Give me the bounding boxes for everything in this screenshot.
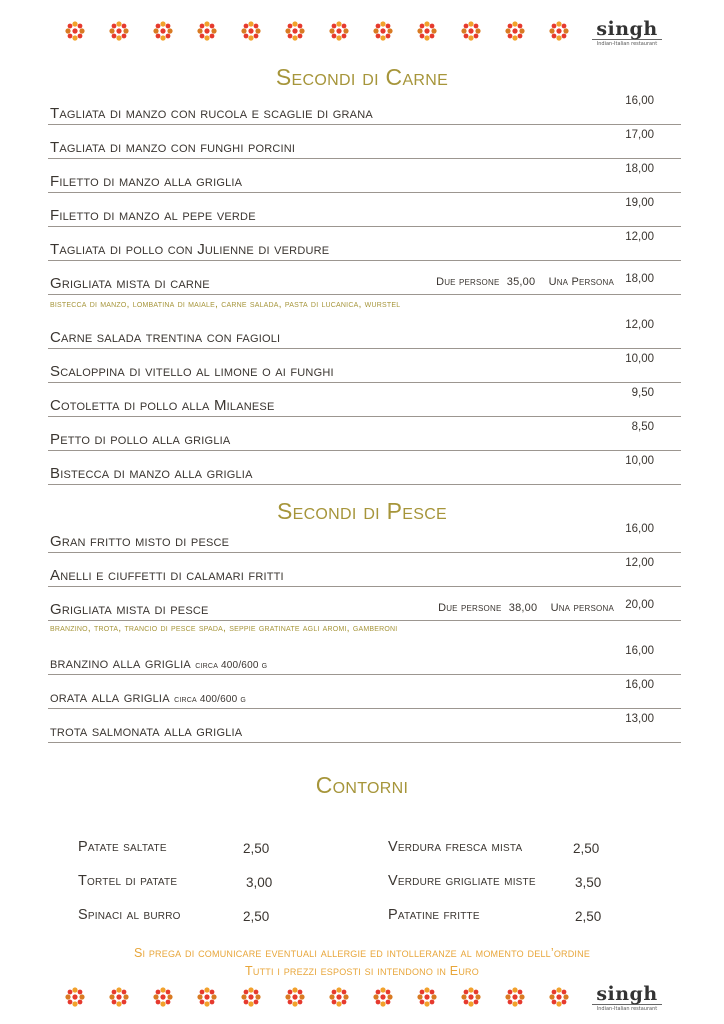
flower-icon xyxy=(548,20,570,42)
item-name xyxy=(50,655,267,672)
item-portion-options xyxy=(438,602,614,614)
menu-item xyxy=(48,226,681,261)
portion-label: Due persone xyxy=(438,602,502,614)
item-name: Filetto di manzo alla griglia xyxy=(50,173,243,190)
side-dish-price: 3,00 xyxy=(246,875,273,890)
section-title-pesce: Secondi di Pesce xyxy=(276,498,448,524)
logo-tagline: Indian-Italian restaurant xyxy=(592,39,662,47)
item-price: 16,00 xyxy=(625,523,654,535)
item-portion-options xyxy=(436,276,614,288)
item-name: Cotoletta di pollo alla Milanese xyxy=(50,397,275,414)
item-price: 16,00 xyxy=(625,95,654,107)
flower-icon xyxy=(240,20,262,42)
flower-icon xyxy=(372,986,394,1008)
side-dish-name: Tortel di patate xyxy=(78,873,178,889)
item-price: 13,00 xyxy=(625,713,654,725)
item-name: Scaloppina di vitello al limone o ai funghi xyxy=(50,363,334,380)
side-dish-name: Verdure grigliate miste xyxy=(388,873,536,889)
menu-item xyxy=(48,124,681,159)
allergy-note: Si prega di comunicare eventuali allergie ed intolleranze al momento dell’ordine xyxy=(133,946,591,960)
flower-icon xyxy=(504,20,526,42)
menu-item xyxy=(48,260,681,310)
menu-item xyxy=(48,348,681,383)
portion-price: 38,00 xyxy=(508,602,538,614)
menu-item xyxy=(48,416,681,451)
flower-icon xyxy=(284,986,306,1008)
flower-icon xyxy=(416,20,438,42)
menu-item xyxy=(48,640,681,675)
side-dish-name: Spinaci al burro xyxy=(78,907,181,923)
item-weight: circa 400/600 g xyxy=(195,660,268,671)
portion-label: Una Persona xyxy=(548,276,614,288)
item-name: Petto di pollo alla griglia xyxy=(50,431,231,448)
portion-price: 35,00 xyxy=(506,276,536,288)
logo-wordmark: singh xyxy=(596,18,658,40)
item-description: branzino, trota, trancio di pesce spada, seppie gratinate agli aromi, gamberoni xyxy=(50,622,398,634)
item-name: Anelli e ciuffetti di calamari fritti xyxy=(50,567,284,584)
item-name: Bistecca di manzo alla griglia xyxy=(50,465,253,482)
menu-item xyxy=(48,518,681,553)
logo-tagline: Indian-Italian restaurant xyxy=(592,1004,662,1012)
item-price: 10,00 xyxy=(625,353,654,365)
euro-note: Tutti i prezzi esposti si intendono in Euro xyxy=(245,964,479,978)
item-price: 12,00 xyxy=(625,231,654,243)
menu-item xyxy=(48,382,681,417)
item-title: branzino alla griglia xyxy=(50,655,191,672)
menu-item xyxy=(48,586,681,634)
flower-icon xyxy=(284,20,306,42)
side-dish-price: 3,50 xyxy=(575,875,602,890)
flower-icon xyxy=(152,20,174,42)
flower-icon xyxy=(328,20,350,42)
menu-item xyxy=(48,90,681,125)
item-name: Tagliata di manzo con funghi porcini xyxy=(50,139,296,156)
menu-item xyxy=(48,192,681,227)
side-dish-name: Verdura fresca mista xyxy=(388,839,523,855)
menu-item xyxy=(48,708,681,743)
flower-icon xyxy=(196,20,218,42)
item-name xyxy=(50,689,246,706)
menu-item xyxy=(48,674,681,709)
side-dish-price: 2,50 xyxy=(243,909,270,924)
item-name: Tagliata di pollo con Julienne di verdure xyxy=(50,241,330,258)
flower-icon xyxy=(504,986,526,1008)
item-weight: circa 400/600 g xyxy=(174,694,247,705)
side-dish-price: 2,50 xyxy=(243,841,270,856)
section-title-carne: Secondi di Carne xyxy=(275,64,449,90)
flower-icon xyxy=(108,20,130,42)
flower-icon xyxy=(240,986,262,1008)
flower-icon xyxy=(64,986,86,1008)
flower-icon xyxy=(460,20,482,42)
flower-icon xyxy=(460,986,482,1008)
item-price: 18,00 xyxy=(625,163,654,175)
item-name: Tagliata di manzo con rucola e scaglie di grana xyxy=(50,105,373,122)
side-dish-price: 2,50 xyxy=(575,909,602,924)
menu-item xyxy=(48,450,681,485)
item-price: 9,50 xyxy=(631,387,654,399)
item-price: 19,00 xyxy=(625,197,654,209)
menu-item xyxy=(48,314,681,349)
flower-icon xyxy=(152,986,174,1008)
menu-item xyxy=(48,552,681,587)
item-price: 16,00 xyxy=(625,679,654,691)
item-price: 12,00 xyxy=(625,319,654,331)
flower-icon xyxy=(372,20,394,42)
side-dish-price: 2,50 xyxy=(573,841,600,856)
item-name: trota salmonata alla griglia xyxy=(50,723,243,740)
side-dish-name: Patate saltate xyxy=(78,839,167,855)
logo-wordmark: singh xyxy=(596,983,658,1005)
item-price: 18,00 xyxy=(625,273,654,285)
portion-label: Due persone xyxy=(436,276,500,288)
item-description: bistecca di manzo, lombatina di maiale, carne salada, pasta di lucanica, wurstel xyxy=(50,298,401,310)
flower-icon xyxy=(328,986,350,1008)
flower-icon xyxy=(64,20,86,42)
section-title-contorni: Contorni xyxy=(315,772,409,798)
item-name: Carne salada trentina con fagioli xyxy=(50,329,281,346)
flower-icon xyxy=(108,986,130,1008)
flower-icon xyxy=(548,986,570,1008)
item-price: 16,00 xyxy=(625,645,654,657)
item-name: Grigliata mista di pesce xyxy=(50,601,209,618)
item-name: Gran fritto misto di pesce xyxy=(50,533,230,550)
portion-label: Una persona xyxy=(550,602,614,614)
menu-item xyxy=(48,158,681,193)
flower-icon xyxy=(416,986,438,1008)
item-price: 12,00 xyxy=(625,557,654,569)
brand-logo xyxy=(592,985,662,1012)
brand-logo xyxy=(592,20,662,47)
flower-icon xyxy=(196,986,218,1008)
item-price: 8,50 xyxy=(631,421,654,433)
side-dish-name: Patatine fritte xyxy=(388,907,480,923)
item-name: Grigliata mista di carne xyxy=(50,275,210,292)
item-price: 17,00 xyxy=(625,129,654,141)
item-name: Filetto di manzo al pepe verde xyxy=(50,207,256,224)
item-price: 10,00 xyxy=(625,455,654,467)
item-price: 20,00 xyxy=(625,599,654,611)
item-title: orata alla griglia xyxy=(50,689,170,706)
